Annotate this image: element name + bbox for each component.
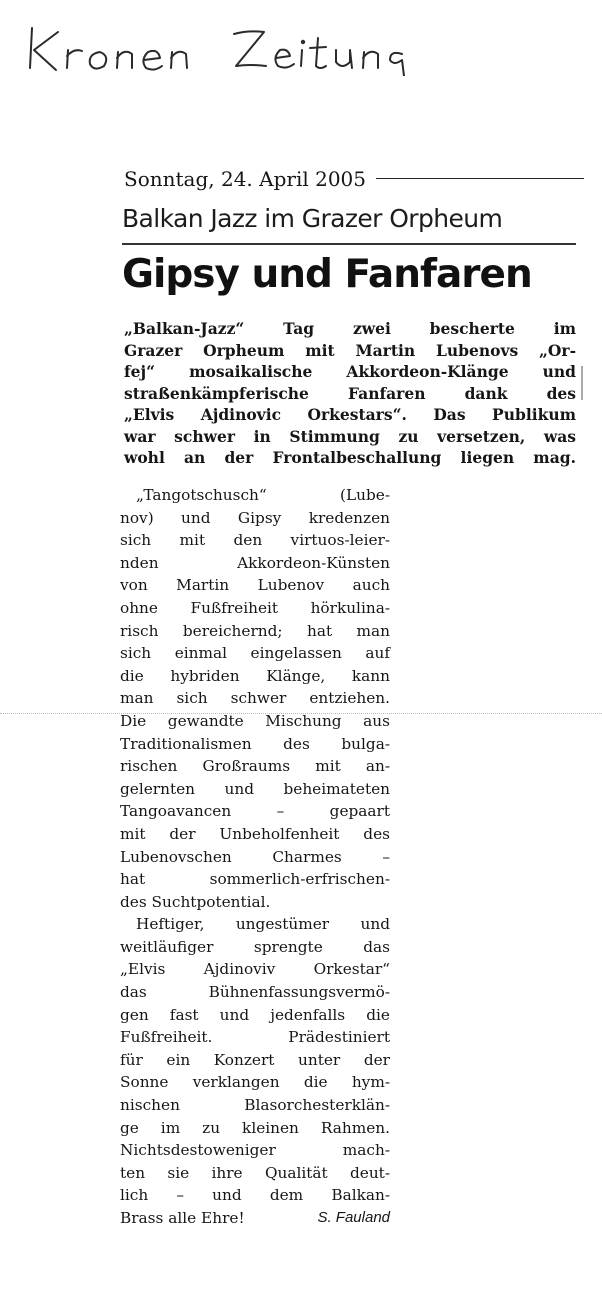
body-line: Fußfreiheit. Prädestiniert <box>120 1028 390 1047</box>
date-line <box>124 165 584 193</box>
body-line: ten sie ihre Qualität deut- <box>120 1163 390 1182</box>
body-line: nischen Blasorchesterklän- <box>120 1096 390 1115</box>
body-line: nov) und Gipsy kredenzen <box>120 508 390 527</box>
body-line: sich einmal eingelassen auf <box>120 644 390 663</box>
body-line: die hybriden Klänge, kann <box>120 666 390 685</box>
body-line: für ein Konzert unter der <box>120 1050 390 1069</box>
lead-paragraph <box>124 318 576 469</box>
handwritten-publication-name <box>20 14 420 76</box>
body-line: gen fast und jedenfalls die <box>120 1005 390 1024</box>
lead-line: „Elvis Ajdinovic Orkestars“. Das Publikum <box>124 405 576 424</box>
body-line: des Suchtpotential. <box>120 892 271 911</box>
lead-line: „Balkan-Jazz“ Tag zwei bescherte im <box>124 319 576 338</box>
body-line: Lubenovschen Charmes – <box>120 847 390 866</box>
publication-date: Sonntag, 24. April 2005 <box>124 167 367 191</box>
body-line: man sich schwer entziehen. <box>120 689 390 708</box>
body-line: Brass alle Ehre! <box>120 1209 245 1227</box>
article-body <box>120 484 390 1230</box>
author-signature: S. Fauland <box>317 1209 390 1226</box>
body-line: gelernten und beheimateten <box>120 779 390 798</box>
body-line: „Tangotschusch“ (Lube- <box>136 486 390 504</box>
body-line: Nichtsdestoweniger mach- <box>120 1141 390 1160</box>
kicker-title: Balkan Jazz im Grazer Orpheum <box>122 204 503 233</box>
body-line: ge im zu kleinen Rahmen. <box>120 1118 390 1137</box>
lead-line: wohl an der Frontalbeschallung liegen mag. <box>124 448 576 467</box>
body-line: „Elvis Ajdinoviv Orkestar“ <box>120 960 390 979</box>
body-line: Tangoavancen – gepaart <box>120 802 390 821</box>
body-line: Sonne verklangen die hym- <box>120 1073 390 1092</box>
body-line: ohne Fußfreiheit hörkulina- <box>120 598 390 617</box>
body-line: Die gewandte Mischung aus <box>120 711 390 730</box>
lead-line: fej“ mosaikalische Akkordeon-Klänge und <box>124 362 576 381</box>
body-line: nden Akkordeon-Künsten <box>120 553 390 572</box>
body-line: das Bühnenfassungsvermö- <box>120 983 390 1002</box>
body-line: hat sommerlich-erfrischen- <box>120 870 390 889</box>
body-line: sich mit den virtuos-leier- <box>120 531 390 550</box>
body-line: Heftiger, ungestümer und <box>136 915 390 934</box>
body-line: risch bereichernd; hat man <box>120 621 390 640</box>
kicker-rule <box>122 243 576 245</box>
body-line: rischen Großraums mit an- <box>120 757 390 776</box>
headline: Gipsy und Fanfaren <box>122 252 532 297</box>
body-line: von Martin Lubenov auch <box>120 576 390 595</box>
lead-line: straßenkämpferische Fanfaren dank des <box>124 383 576 403</box>
lead-line: war schwer in Stimmung zu versetzen, was <box>124 426 576 446</box>
body-line: mit der Unbeholfenheit des <box>120 824 390 843</box>
body-line: lich – und dem Balkan- <box>120 1186 390 1205</box>
date-rule <box>376 178 584 179</box>
margin-mark <box>581 366 583 400</box>
body-line: Traditionalismen des bulga- <box>120 734 390 753</box>
body-line: weitläufiger sprengte das <box>120 937 390 956</box>
lead-line: Grazer Orpheum mit Martin Lubenovs „Or- <box>124 340 576 360</box>
